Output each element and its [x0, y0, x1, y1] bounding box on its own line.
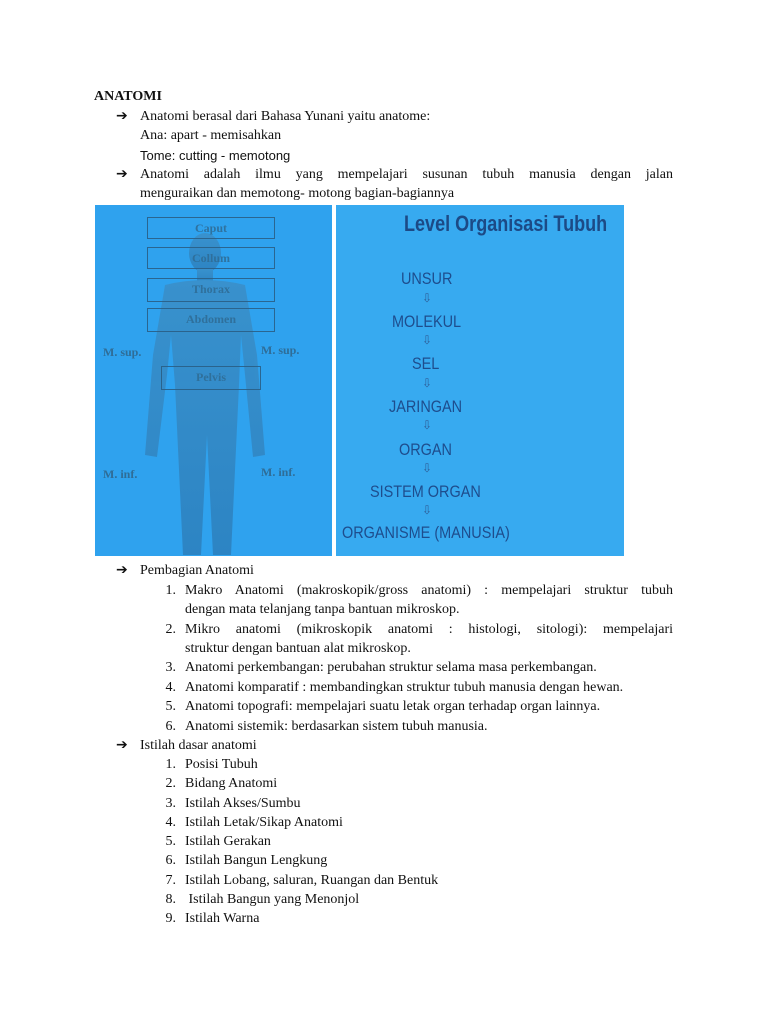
pembagian-item-2-line-2: struktur dengan bantuan alat mikroskop. [185, 641, 411, 656]
intro-item-2-line-2: menguraikan dan memotong- motong bagian-bagiannya [140, 186, 455, 201]
list-number: 4. [165, 815, 176, 830]
pembagian-item-1-line-2: dengan mata telanjang tanpa bantuan mikroskop. [185, 602, 460, 617]
down-arrow-icon: ⇩ [422, 376, 433, 390]
region-label-abdomen: Abdomen [147, 308, 275, 332]
page-title: ANATOMI [94, 89, 162, 104]
intro-ana: Ana: apart - memisahkan [140, 128, 282, 143]
organization-levels-figure [336, 205, 624, 556]
body-regions-figure [95, 205, 332, 556]
list-number: 1. [165, 757, 176, 772]
list-number: 3. [165, 796, 176, 811]
down-arrow-icon: ⇩ [422, 291, 433, 305]
level-molekul: MOLEKUL [392, 312, 462, 331]
pembagian-item-6: Anatomi sistemik: berdasarkan sistem tubuh manusia. [185, 719, 488, 734]
pembagian-item-5: Anatomi topografi: mempelajari suatu letak organ terhadap organ lainnya. [185, 699, 601, 714]
intro-item-1: Anatomi berasal dari Bahasa Yunani yaitu anatome: [140, 109, 431, 124]
region-label-thorax: Thorax [147, 278, 275, 302]
bullet-arrow-icon: ➔ [116, 737, 128, 753]
intro-item-2-line-1: Anatomi adalah ilmu yang mempelajari susunan tubuh manusia dengan jalan [140, 167, 673, 182]
region-label-collum: Collum [147, 247, 275, 269]
istilah-item: Istilah Bangun yang Menonjol [185, 892, 360, 907]
list-number: 5. [165, 699, 176, 714]
pembagian-heading: Pembagian Anatomi [140, 563, 254, 578]
list-number: 3. [165, 660, 176, 675]
down-arrow-icon: ⇩ [422, 503, 433, 517]
level-sistem-organ: SISTEM ORGAN [370, 482, 481, 501]
level-organisme: ORGANISME (MANUSIA) [342, 523, 510, 542]
istilah-item: Posisi Tubuh [185, 757, 258, 772]
intro-tome: Tome: cutting - memotong [140, 148, 291, 163]
list-number: 8. [165, 892, 176, 907]
list-number: 5. [165, 834, 176, 849]
bullet-arrow-icon: ➔ [116, 108, 128, 124]
list-number: 2. [165, 622, 176, 637]
list-number: 6. [165, 853, 176, 868]
istilah-item: Bidang Anatomi [185, 776, 278, 791]
istilah-item: Istilah Letak/Sikap Anatomi [185, 815, 343, 830]
down-arrow-icon: ⇩ [422, 461, 433, 475]
list-number: 9. [165, 911, 176, 926]
muscle-label-inf-right: M. inf. [261, 465, 296, 479]
bullet-arrow-icon: ➔ [116, 166, 128, 182]
pembagian-item-4: Anatomi komparatif : membandingkan struktur tubuh manusia dengan hewan. [185, 680, 624, 695]
istilah-item: Istilah Gerakan [185, 834, 271, 849]
levels-figure-title: Level Organisasi Tubuh [404, 211, 608, 236]
list-number: 4. [165, 680, 176, 695]
istilah-item: Istilah Lobang, saluran, Ruangan dan Bentuk [185, 873, 439, 888]
istilah-heading: Istilah dasar anatomi [140, 738, 257, 753]
level-organ: ORGAN [399, 440, 452, 459]
istilah-item: Istilah Warna [185, 911, 260, 926]
pembagian-item-2-line-1: Mikro anatomi (mikroskopik anatomi : histologi, sitologi): mempelajari [185, 622, 673, 637]
down-arrow-icon: ⇩ [422, 333, 433, 347]
list-number: 6. [165, 719, 176, 734]
bullet-arrow-icon: ➔ [116, 562, 128, 578]
muscle-label-inf-left: M. inf. [103, 467, 138, 481]
level-sel: SEL [412, 354, 440, 373]
region-label-pelvis: Pelvis [161, 366, 261, 390]
istilah-item: Istilah Bangun Lengkung [185, 853, 328, 868]
muscle-label-sup-left: M. sup. [103, 345, 142, 359]
pembagian-item-1-line-1: Makro Anatomi (makroskopik/gross anatomi) : mempelajari struktur tubuh [185, 583, 673, 598]
muscle-label-sup-right: M. sup. [261, 343, 300, 357]
region-label-caput: Caput [147, 217, 275, 239]
level-unsur: UNSUR [401, 269, 453, 288]
list-number: 2. [165, 776, 176, 791]
level-jaringan: JARINGAN [389, 397, 463, 416]
list-number: 1. [165, 583, 176, 598]
down-arrow-icon: ⇩ [422, 418, 433, 432]
list-number: 7. [165, 873, 176, 888]
istilah-item: Istilah Akses/Sumbu [185, 796, 301, 811]
pembagian-item-3: Anatomi perkembangan: perubahan struktur selama masa perkembangan. [185, 660, 597, 675]
